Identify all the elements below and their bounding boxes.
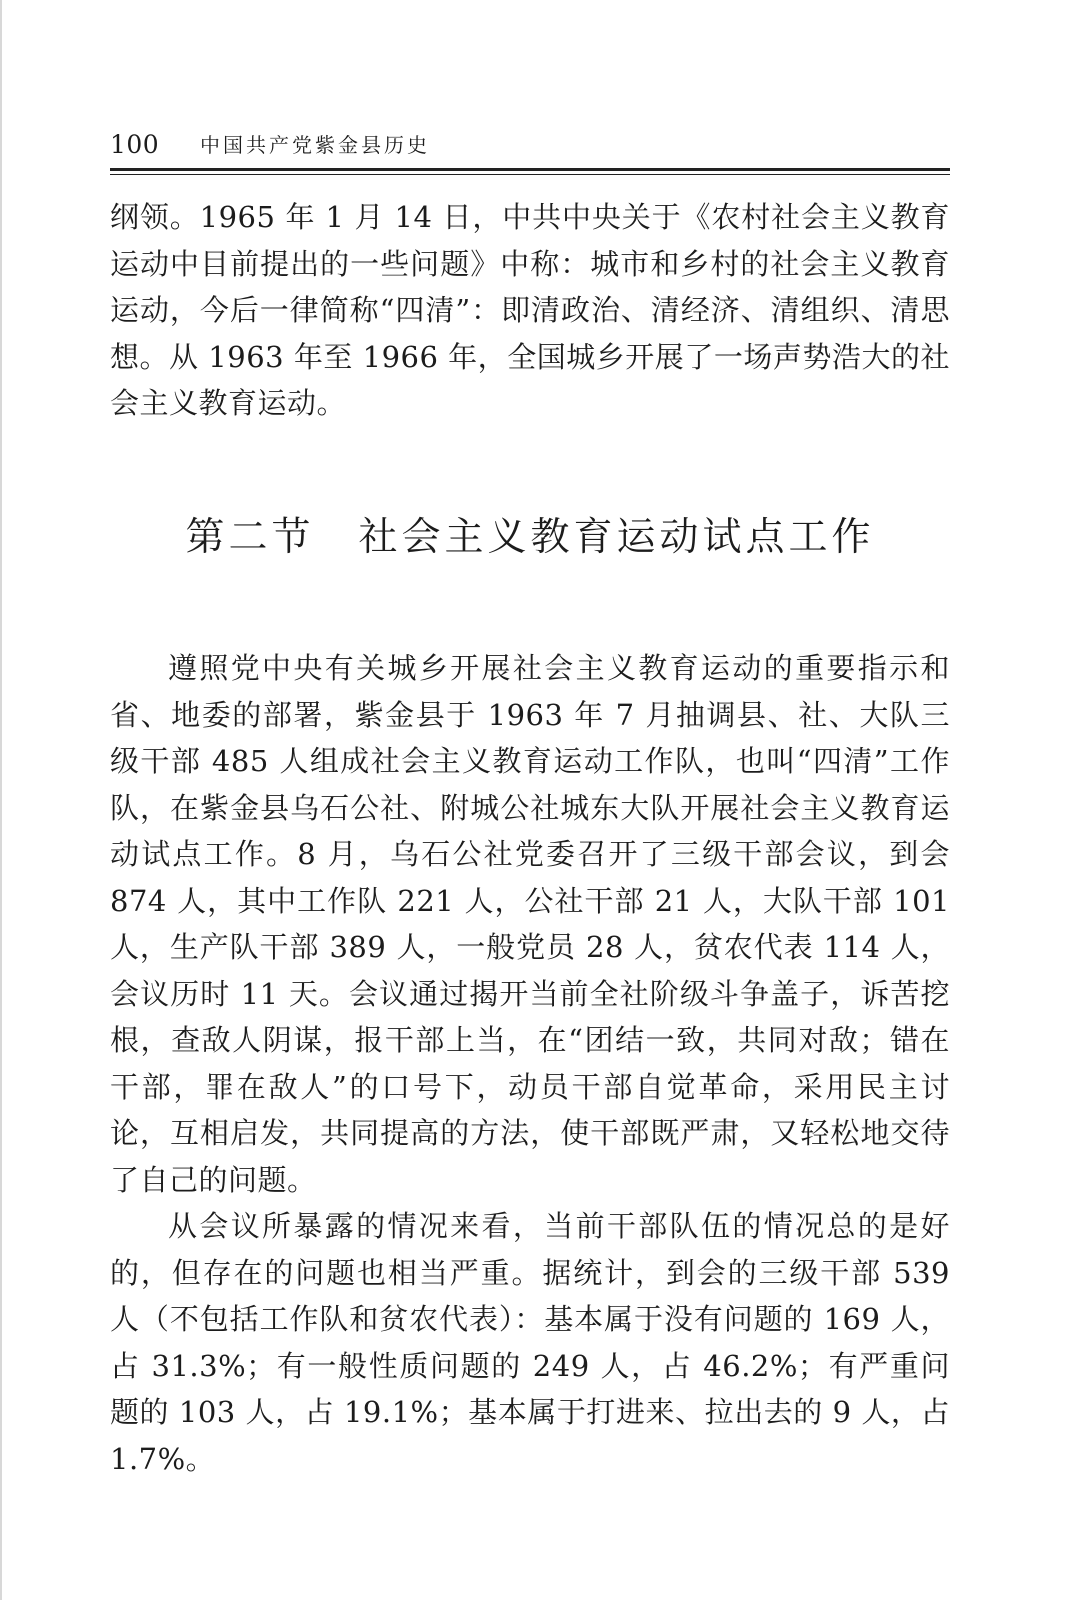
section-number: 第二节 bbox=[185, 515, 315, 560]
header-rule-thick bbox=[110, 168, 950, 171]
section-title: 社会主义教育运动试点工作 bbox=[358, 515, 875, 560]
section-heading bbox=[110, 510, 950, 566]
page-header bbox=[110, 128, 950, 162]
page-edge bbox=[0, 0, 2, 1600]
intro-paragraph: 纲领。1965 年 1 月 14 日，中共中央关于《农村社会主义教育运动中目前提出的一些问题》中称：城市和乡村的社会主义教育运动，今后一律简称“四清”：即清政治、清经济、清组织、清思想。从 1963 年至 1966 年，全国城乡开展了一场声势浩大的社会主义教育运动。 bbox=[110, 200, 950, 420]
body-text bbox=[110, 645, 950, 1482]
body-paragraph: 从会议所暴露的情况来看，当前干部队伍的情况总的是好的，但存在的问题也相当严重。据统计，到会的三级干部 539 人（不包括工作队和贫农代表）：基本属于没有问题的 169 人，占 31.3%；有一般性质问题的 249 人，占 46.2%；有严重问题的 103 人，占 19.1%；基本属于打进来、拉出去的 9 人，占 1.7%。 bbox=[110, 1209, 950, 1476]
page-number: 100 bbox=[110, 130, 160, 159]
intro-text bbox=[110, 194, 950, 427]
header-rule-thin bbox=[110, 174, 950, 175]
running-title: 中国共产党紫金县历史 bbox=[200, 133, 430, 157]
body-paragraph: 遵照党中央有关城乡开展社会主义教育运动的重要指示和省、地委的部署，紫金县于 1963 年 7 月抽调县、社、大队三级干部 485 人组成社会主义教育运动工作队，也叫“四清”工作队，在紫金县乌石公社、附城公社城东大队开展社会主义教育运动试点工作。8 月，乌石公社党委召开了三级干部会议，到会 874 人，其中工作队 221 人，公社干部 21 人，大队干部 101 人，生产队干部 389 人，一般党员 28 人，贫农代表 114 人，会议历时 11 天。会议通过揭开当前全社阶级斗争盖子，诉苦挖根，查敌人阴谋，报干部上当，在“团结一致，共同对敌；错在干部，罪在敌人”的口号下，动员干部自觉革命，采用民主讨论，互相启发，共同提高的方法，使干部既严肃，又轻松地交待了自己的问题。 bbox=[110, 651, 950, 1197]
